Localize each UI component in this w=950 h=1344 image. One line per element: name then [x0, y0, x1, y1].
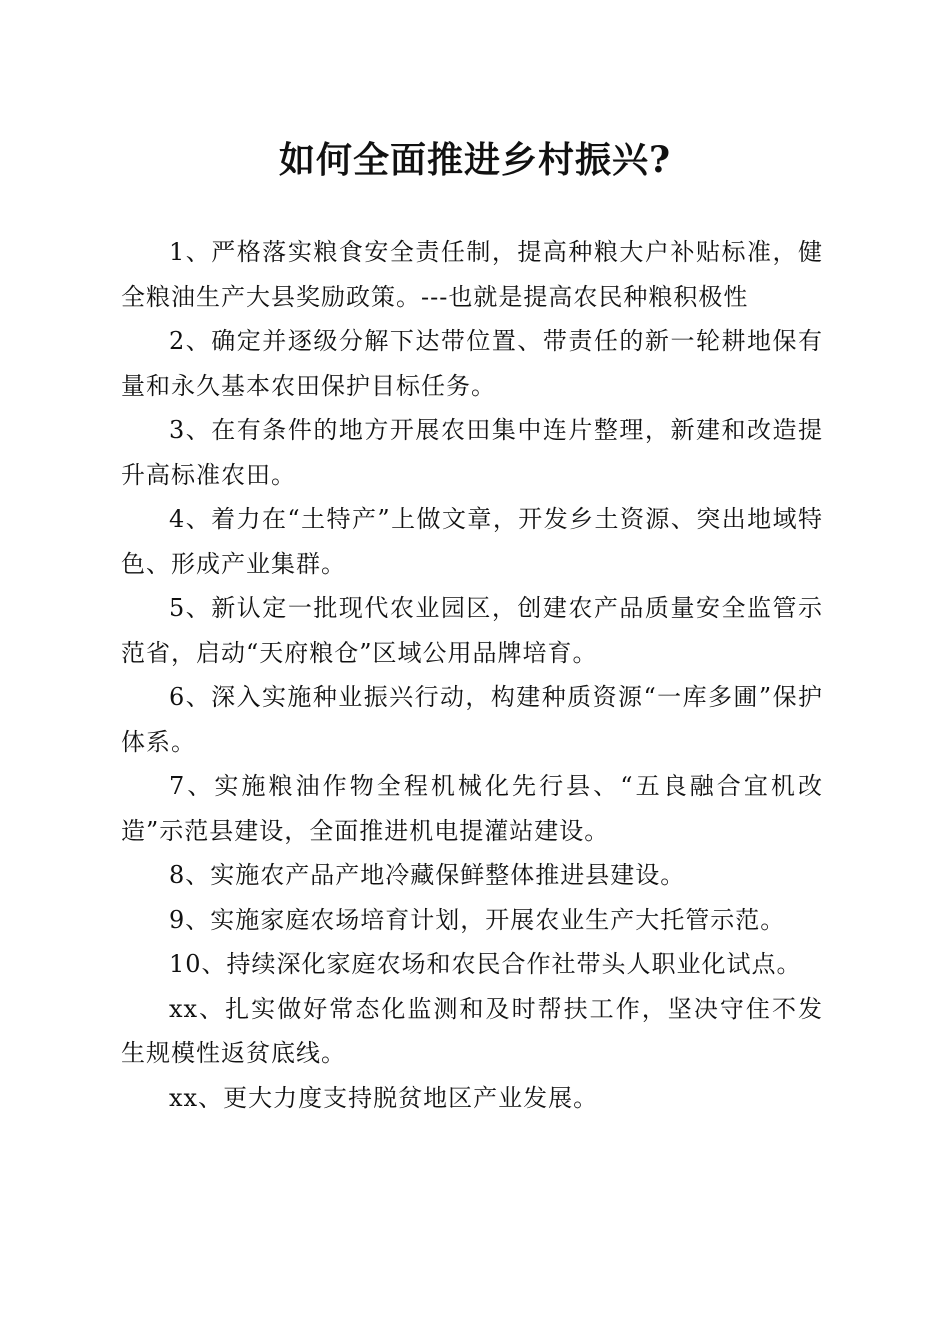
- paragraph-2: 2、确定并逐级分解下达带位置、带责任的新一轮耕地保有量和永久基本农田保护目标任务。: [121, 327, 823, 400]
- paragraph-6: 6、深入实施种业振兴行动，构建种质资源“一库多圃”保护体系。: [121, 683, 823, 756]
- paragraph-8: 8、实施农产品产地冷藏保鲜整体推进县建设。: [169, 861, 686, 889]
- paragraph-11: xx、扎实做好常态化监测和及时帮扶工作，坚决守住不发生规模性返贫底线。: [121, 994, 823, 1067]
- paragraph-1: 1、严格落实粮食安全责任制，提高种粮大户补贴标准，健全粮油生产大县奖励政策。---也就是提高农民种粮积极性: [121, 238, 823, 311]
- paragraph-5: 5、新认定一批现代农业园区，创建农产品质量安全监管示范省，启动“天府粮仓”区域公用品牌培育。: [121, 594, 823, 667]
- paragraph-10: 10、持续深化家庭农场和农民合作社带头人职业化试点。: [169, 950, 802, 978]
- paragraph-12: xx、更大力度支持脱贫地区产业发展。: [169, 1083, 599, 1112]
- paragraph-9: 9、实施家庭农场培育计划，开展农业生产大托管示范。: [169, 905, 786, 934]
- document-title: 如何全面推进乡村振兴?: [278, 139, 672, 181]
- document-body: [121, 230, 823, 1120]
- paragraph-3: 3、在有条件的地方开展农田集中连片整理，新建和改造提升高标准农田。: [121, 416, 823, 489]
- paragraph-4: 4、着力在“土特产”上做文章，开发乡土资源、突出地域特色、形成产业集群。: [121, 505, 823, 578]
- paragraph-7: 7、实施粮油作物全程机械化先行县、“五良融合宜机改造”示范县建设，全面推进机电提灌站建设。: [121, 772, 823, 845]
